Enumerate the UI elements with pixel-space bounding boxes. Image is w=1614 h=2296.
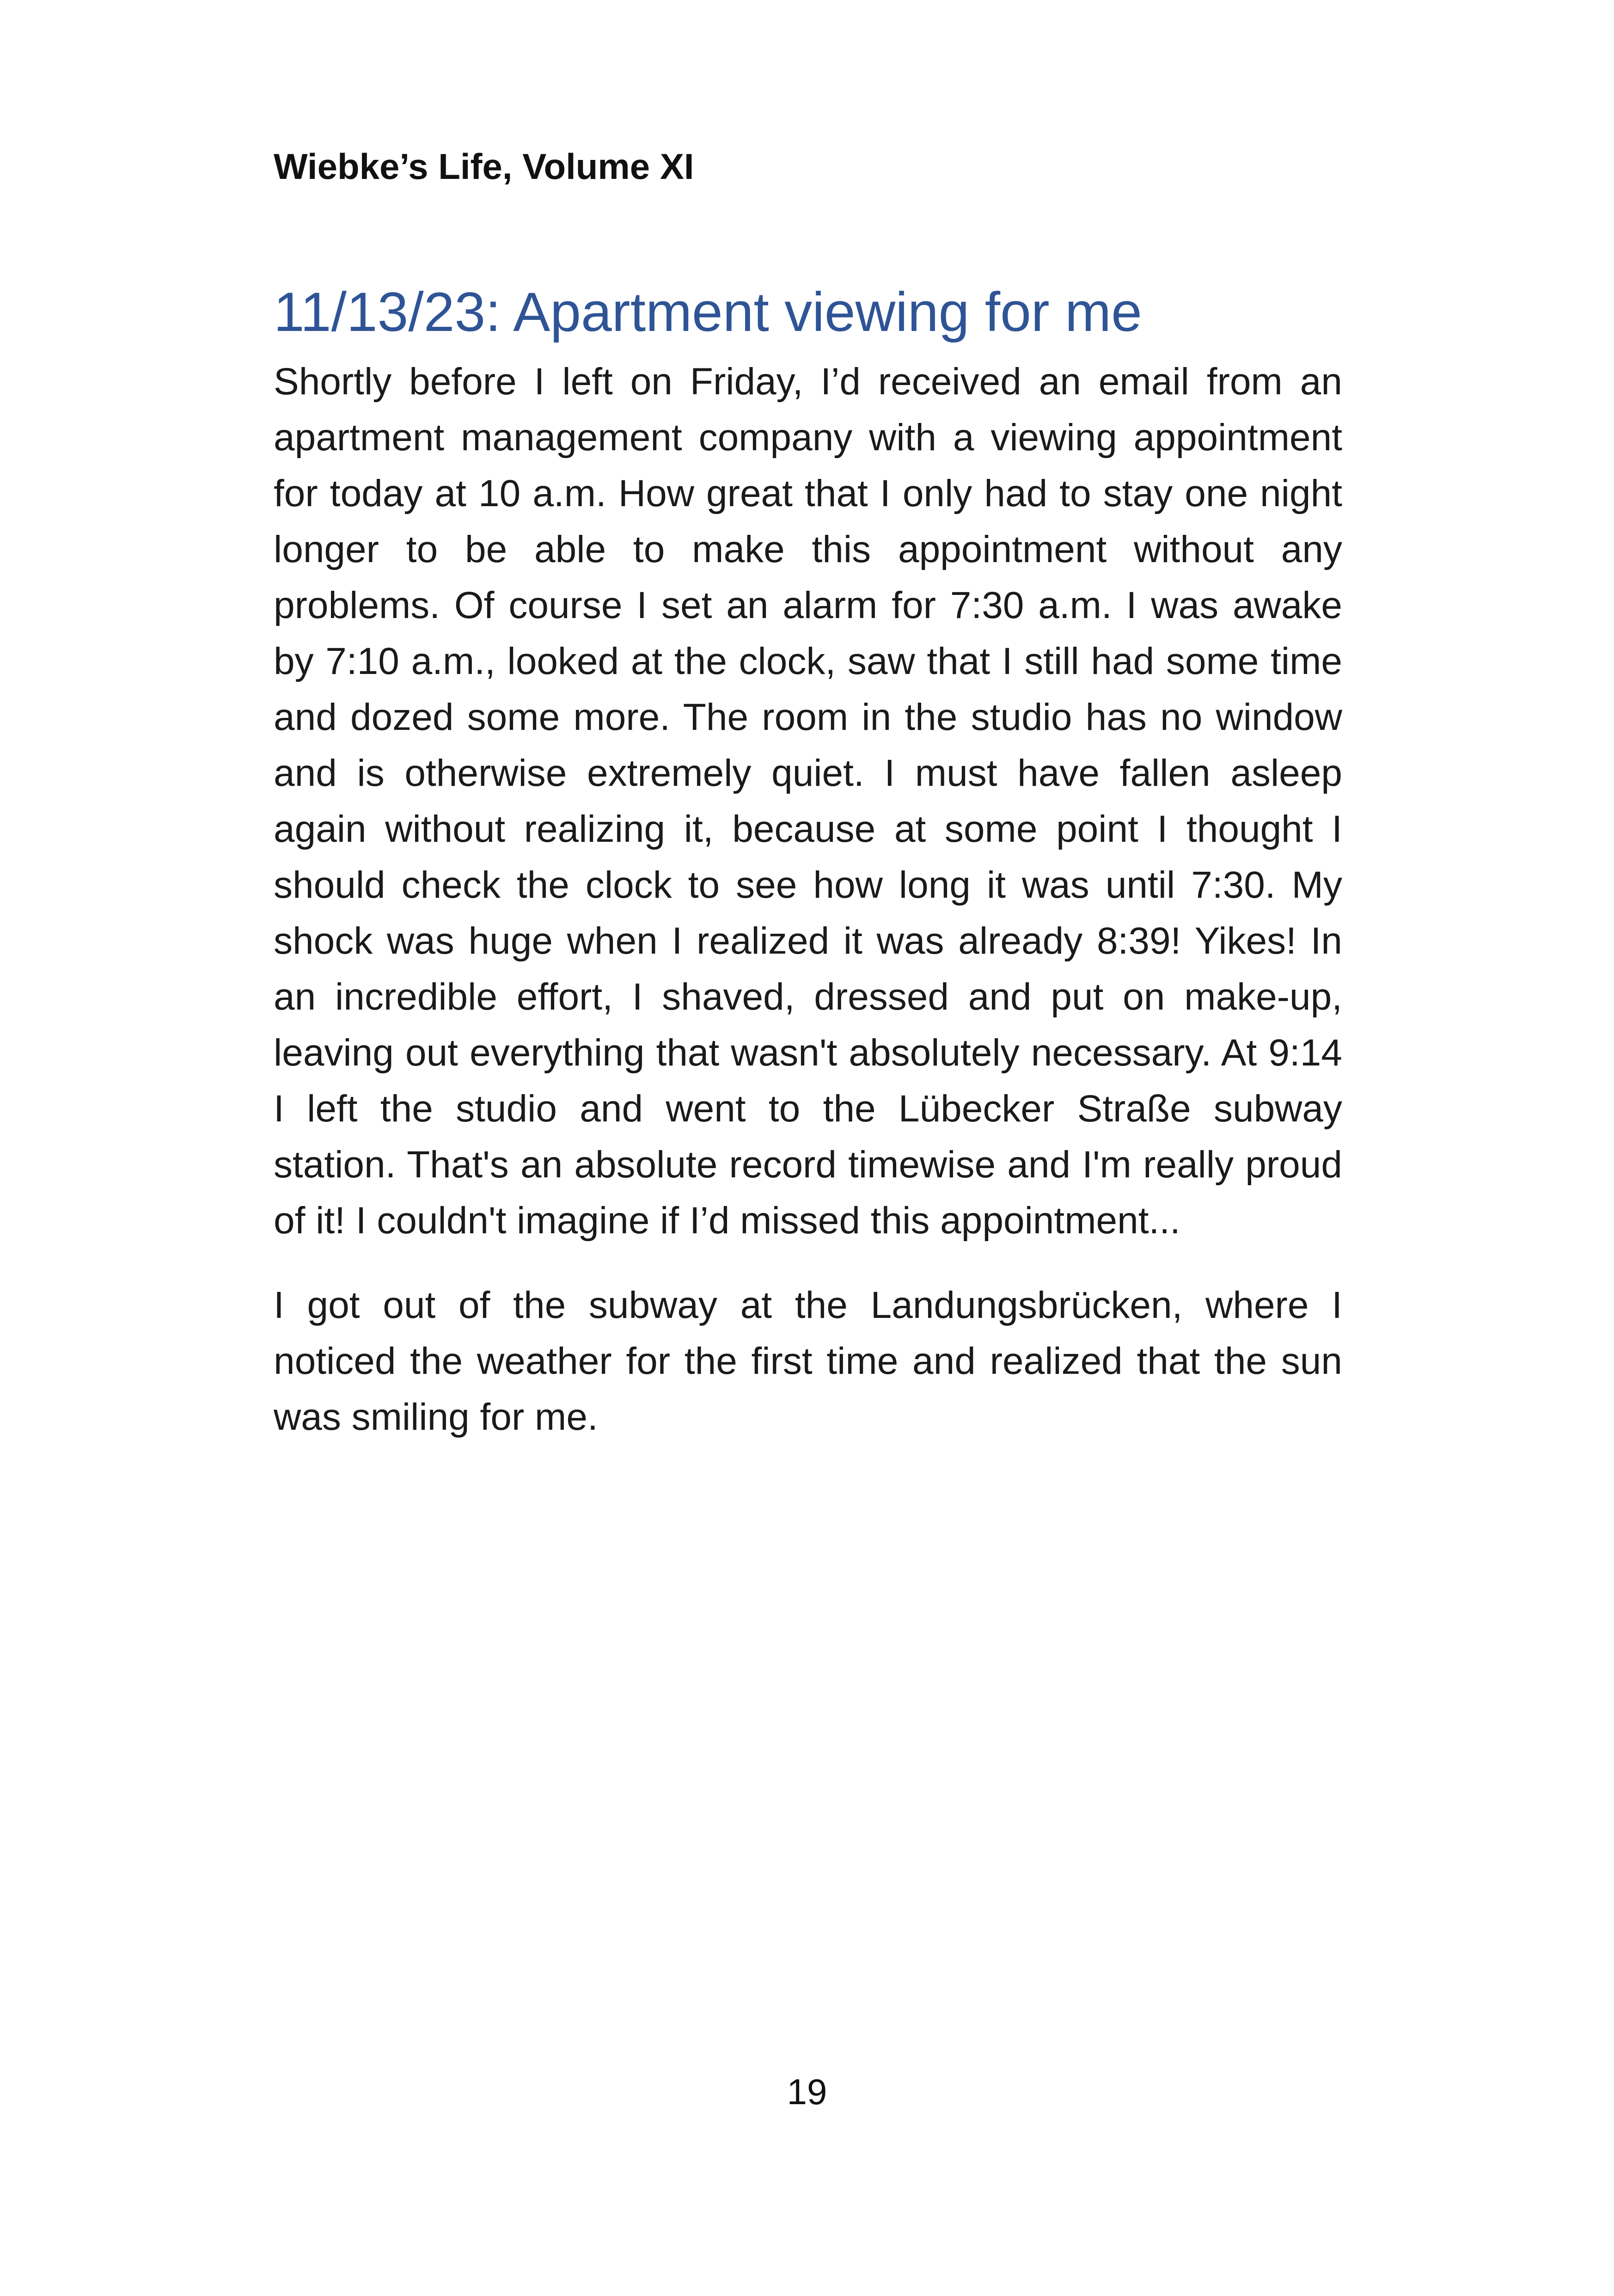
page-number: 19 (787, 2071, 827, 2112)
paragraph: Shortly before I left on Friday, I’d received an email from an apartment management company with a viewing appointment for today at 10 a.m. How great that I only had to stay one night longer to be able to make this appointment without any problems. Of course I set an alarm for 7:30 a.m. I was awake by 7:10 a.m., looked at the clock, saw that I still had some time and dozed some more. The room in the studio has no window and is otherwise extremely quiet. I must have fallen asleep again without realizing it, because at some point I thought I should check the clock to see how long it was until 7:30. My shock was huge when I realized it was already 8:39! Yikes! In an incredible effort, I shaved, dressed and put on make-up, leaving out everything that wasn't absolutely necessary. At 9:14 I left the studio and went to the Lübecker Straße subway station. That's an absolute record timewise and I'm really proud of it! I couldn't imagine if I’d missed this appointment... (274, 361, 1342, 1242)
entry-title: 11/13/23: Apartment viewing for me (274, 281, 1142, 343)
running-header: Wiebke’s Life, Volume XI (274, 146, 694, 187)
paragraph: I got out of the subway at the Landungsbrücken, where I noticed the weather for the first time and realized that the sun was smiling for me. (274, 1284, 1342, 1438)
entry-body (274, 354, 1342, 1474)
